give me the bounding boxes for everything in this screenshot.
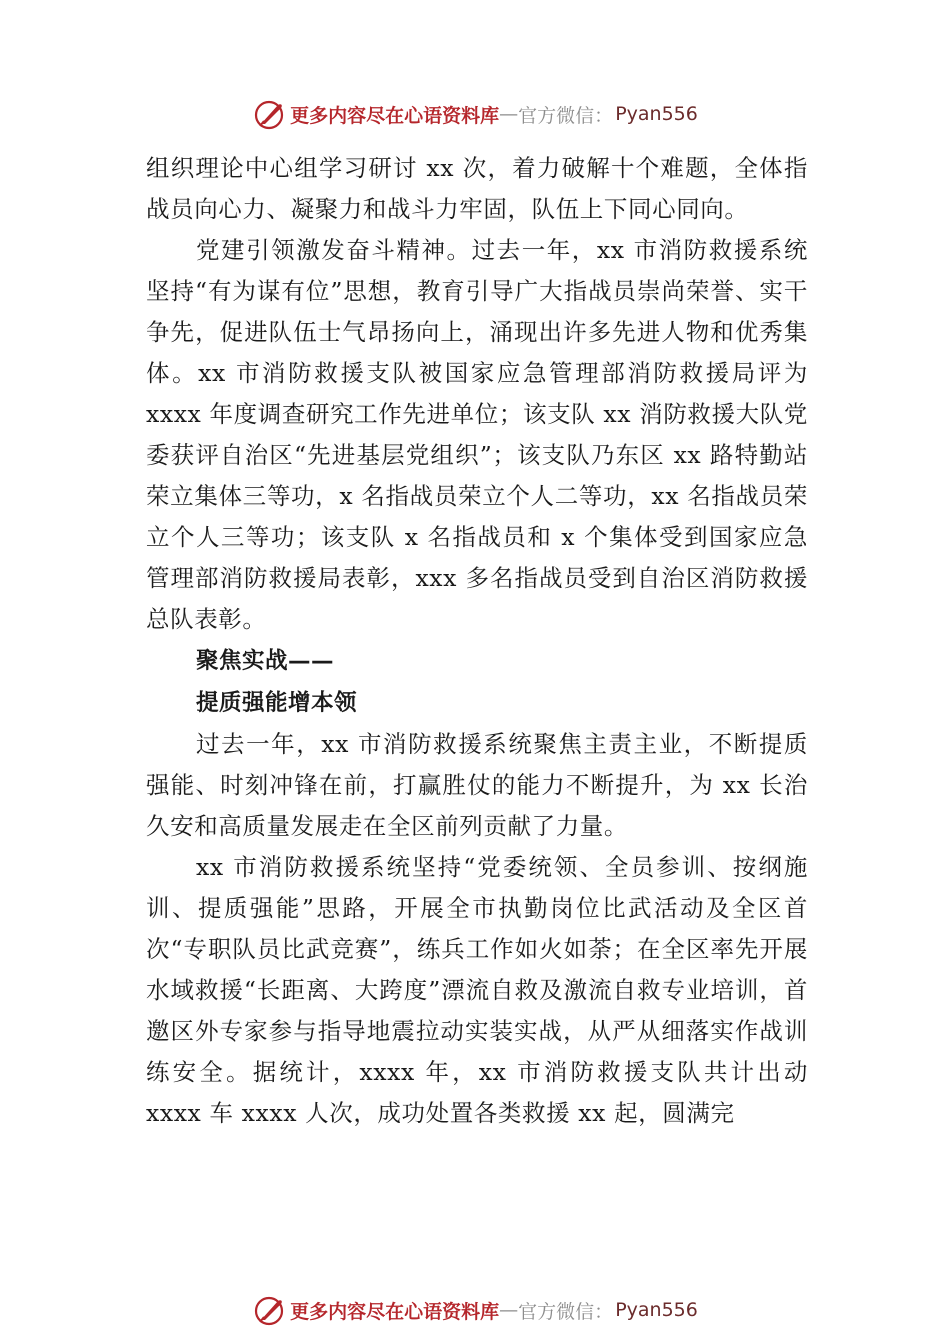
quill-logo-icon: [252, 97, 286, 131]
quill-logo-icon: [252, 1293, 286, 1327]
header-banner: [0, 94, 950, 134]
header-wechat-label: 官方微信：: [518, 104, 614, 127]
footer-wechat-id: Pyan556: [615, 1299, 698, 1321]
header-separator: —: [499, 103, 519, 125]
paragraph-1: 组织理论中心组学习研讨 xx 次，着力破解十个难题，全体指战员向心力、凝聚力和战斗力牢固，队伍上下同心同向。: [146, 154, 808, 223]
footer-brand: 更多内容尽在心语资料库: [290, 1300, 500, 1323]
footer-separator: —: [499, 1299, 519, 1321]
header-wechat-id: Pyan556: [615, 103, 698, 125]
footer-banner: [0, 1290, 950, 1330]
paragraph-4: xx 市消防救援系统坚持“党委统领、全员参训、按纲施训、提质强能”思路，开展全市执勤岗位比武活动及全区首次“专职队员比武竞赛”，练兵工作如火如荼；在全区率先开展水域救援“长距离、大跨度”漂流自救及激流自救专业培训，首邀区外专家参与指导地震拉动实装实战，从严从细落实作战训练安全。据统计，xxxx 年，xx 市消防救援支队共计出动 xxxx 车 xxxx 人次，成功处置各类救援 xx 起，圆满完: [146, 853, 808, 1127]
header-brand: 更多内容尽在心语资料库: [290, 104, 500, 127]
section-heading-2: 提质强能增本领: [196, 690, 358, 716]
footer-wechat-label: 官方微信：: [518, 1300, 614, 1323]
paragraph-3: 过去一年，xx 市消防救援系统聚焦主责主业，不断提质强能、时刻冲锋在前，打赢胜仗的能力不断提升，为 xx 长治久安和高质量发展走在全区前列贡献了力量。: [146, 730, 808, 840]
document-body: [146, 148, 808, 1134]
section-heading-1: 聚焦实战——: [196, 648, 335, 674]
paragraph-2: 党建引领激发奋斗精神。过去一年，xx 市消防救援系统坚持“有为谋有位”思想，教育引导广大指战员崇尚荣誉、实干争先，促进队伍士气昂扬向上，涌现出许多先进人物和优秀集体。xx 市消防救援支队被国家应急管理部消防救援局评为 xxxx 年度调查研究工作先进单位；该支队 xx 消防救援大队党委获评自治区“先进基层党组织”；该支队乃东区 xx 路特勤站荣立集体三等功，x 名指战员荣立个人二等功，xx 名指战员荣立个人三等功；该支队 x 名指战员和 x 个集体受到国家应急管理部消防救援局表彰，xxx 多名指战员受到自治区消防救援总队表彰。: [146, 236, 808, 633]
